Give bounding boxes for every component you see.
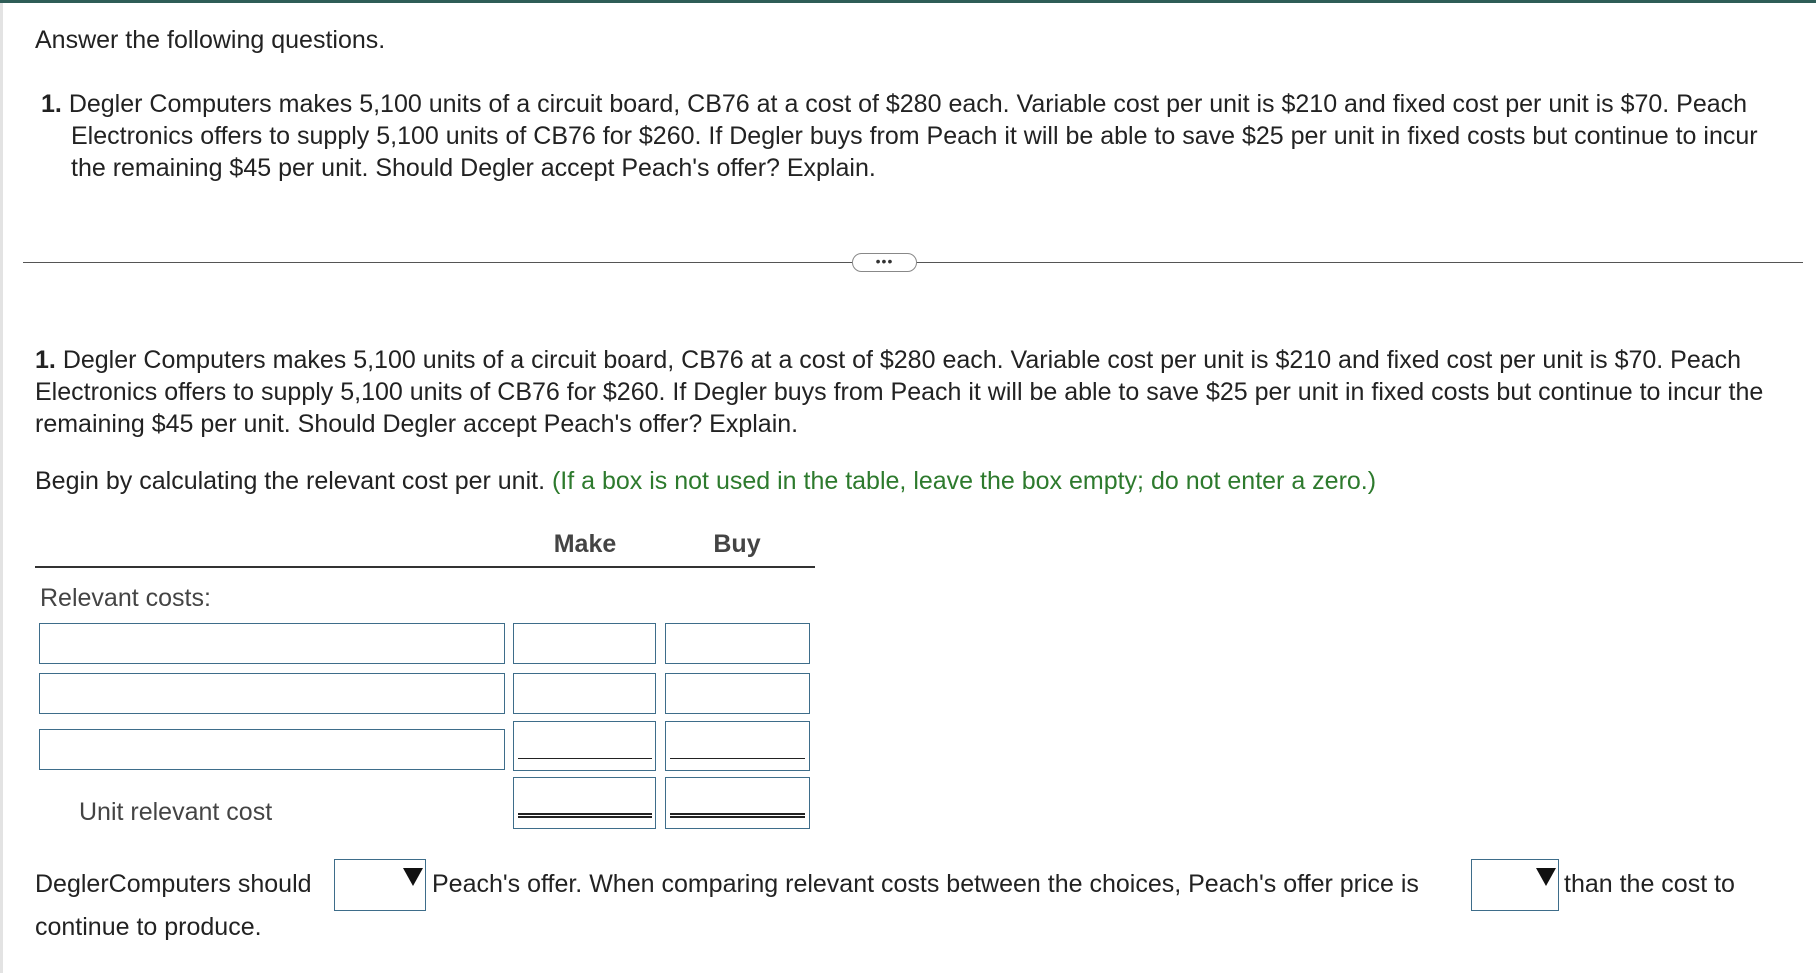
make-cost-input-2[interactable] [513, 673, 656, 714]
question-body [35, 344, 1795, 440]
cost-label-input-2[interactable] [39, 673, 505, 714]
buy-cost-input-2[interactable] [665, 673, 810, 714]
conclusion-middle: Peach's offer. When comparing relevant costs between the choices, Peach's offer price is [432, 870, 1419, 898]
table-header-rule [35, 566, 815, 568]
dropdown-arrow-icon [403, 868, 423, 886]
question-number: 1. [41, 90, 62, 118]
accept-reject-dropdown[interactable] [334, 859, 426, 911]
left-border [0, 3, 3, 973]
unit-relevant-cost-label: Unit relevant cost [79, 798, 273, 826]
relevant-costs-label: Relevant costs: [40, 584, 211, 612]
column-header-make: Make [553, 530, 617, 558]
cost-label-input-3[interactable] [39, 729, 505, 770]
subtotal-underline-buy [670, 758, 805, 759]
conclusion-prefix: DeglerComputers should [35, 870, 312, 898]
instruction-text: Begin by calculating the relevant cost per unit. [35, 467, 546, 495]
dropdown-arrow-icon [1536, 868, 1556, 886]
conclusion-line-2: continue to produce. [35, 913, 262, 941]
top-accent-bar [0, 0, 1816, 3]
comparison-dropdown[interactable] [1471, 859, 1559, 911]
cost-label-input-1[interactable] [39, 623, 505, 664]
question-preview [41, 88, 1761, 184]
total-double-underline-make [518, 813, 652, 818]
make-cost-input-1[interactable] [513, 623, 656, 664]
intro-text: Answer the following questions. [35, 26, 386, 54]
buy-cost-input-1[interactable] [665, 623, 810, 664]
expand-more-button[interactable]: ••• [852, 253, 917, 272]
instruction [35, 467, 1376, 496]
make-cost-input-3[interactable] [513, 721, 656, 771]
column-header-buy: Buy [713, 530, 761, 558]
subtotal-underline-make [518, 758, 652, 759]
conclusion-suffix: than the cost to [1564, 870, 1735, 898]
question-text: Degler Computers makes 5,100 units of a circuit board, CB76 at a cost of $280 each. Variable cost per unit is $210 and fixed cost per unit is $70. Peach Electronics offers to supply 5,100 units of CB76 for $260. If Degler buys from Peach it will be able to save $25 per unit in fixed costs but continue to incur the remaining $45 per unit. Should Degler accept Peach's offer? Explain. [68, 90, 1758, 182]
buy-unit-cost-input[interactable] [665, 777, 810, 829]
buy-cost-input-3[interactable] [665, 721, 810, 771]
make-unit-cost-input[interactable] [513, 777, 656, 829]
question-number: 1. [35, 346, 56, 374]
instruction-hint: (If a box is not used in the table, leave the box empty; do not enter a zero.) [551, 467, 1377, 495]
question-text: Degler Computers makes 5,100 units of a circuit board, CB76 at a cost of $280 each. Variable cost per unit is $210 and fixed cost per unit is $70. Peach Electronics offers to supply 5,100 units of CB76 for $260. If Degler buys from Peach it will be able to save $25 per unit in fixed costs but continue to incur the remaining $45 per unit. Should Degler accept Peach's offer? Explain. [35, 346, 1764, 438]
total-double-underline-buy [670, 813, 805, 818]
